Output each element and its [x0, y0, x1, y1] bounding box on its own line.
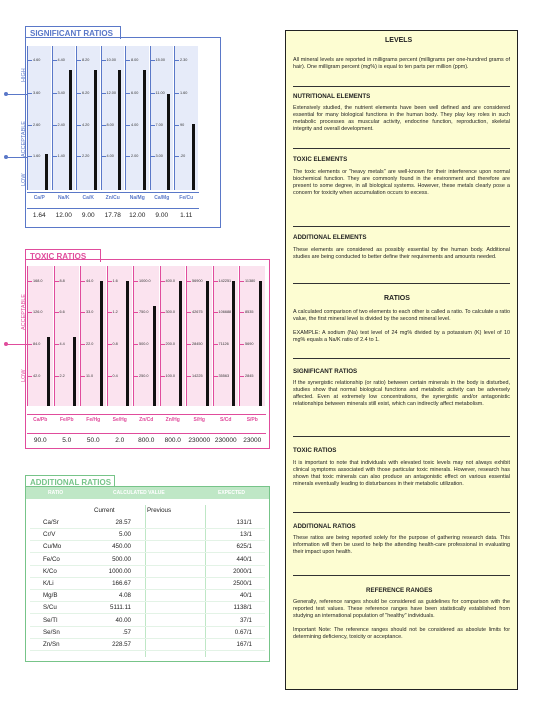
ratio-value: 230000 [188, 437, 211, 444]
ratio-name: Ca/P [33, 195, 45, 201]
tick-label: 6.6 [59, 310, 65, 314]
ratio-name: Cr/V [43, 531, 56, 539]
tick-label: 4.00 [131, 123, 139, 127]
tick-mark [108, 344, 112, 345]
row-rule [30, 528, 265, 529]
ratio-bar [179, 281, 182, 406]
ratio-bar [94, 70, 97, 190]
low-label: LOW [21, 173, 27, 186]
tick-label: 2.00 [131, 154, 139, 158]
tick-mark [240, 281, 244, 282]
tick-mark [55, 344, 59, 345]
tick-label: 4.20 [82, 123, 90, 127]
tick-label: 4.40 [57, 58, 65, 62]
tick-label: 56900 [192, 279, 203, 283]
ratio-name: Fe/Cu [179, 195, 194, 201]
ratio-bar [232, 281, 235, 406]
tick-mark [126, 93, 130, 94]
divider [293, 436, 510, 437]
ratio-name: Ca/Mg [154, 195, 170, 201]
sig-info-body: If the synergistic relationship (or ratio) between certain minerals in the body is disturbed, studies show that normal biological functions and metabolic activity can be adversely affected. Even at extremely low concentrations, the synergistic and/or antagonistic relationships between minerals still exist, which can indirectly affect metabolism. [293, 380, 510, 407]
marker-dot [4, 342, 8, 346]
header-rule [27, 192, 199, 193]
value-rule [27, 208, 199, 209]
tick-label: 4.60 [33, 58, 41, 62]
current-value: 166.67 [112, 580, 131, 587]
previous-subheader: Previous [147, 507, 172, 514]
expected-value: 37/1 [239, 616, 252, 624]
ratio-name: Zn/Cd [139, 417, 154, 423]
tick-mark [28, 312, 32, 313]
row-rule [30, 638, 265, 639]
ratio-bar [47, 337, 50, 406]
tick-label: 1.6 [112, 279, 118, 283]
current-value: 5.00 [118, 531, 131, 539]
tick-label: 6.20 [82, 91, 90, 95]
tick-mark [214, 281, 218, 282]
tick-label: 3.00 [155, 154, 163, 158]
ratio-value: 1.64 [32, 212, 46, 219]
ratio-value: 9.00 [155, 212, 169, 219]
ratio-name: Se/Sn [43, 628, 60, 636]
reference-ranges-body: Generally, reference ranges should be considered as guidelines for comparison with the reported test values. These reference ranges have been statistically established from studying an international population of "healthy" individuals. [293, 599, 510, 619]
header-rule [27, 414, 266, 415]
additional-ratios-info-title: ADDITIONAL RATIOS [293, 523, 356, 530]
tick-label: 5690 [245, 342, 254, 346]
tick-label: 35563 [218, 374, 230, 378]
tick-mark [187, 344, 191, 345]
tick-label: 106688 [218, 310, 232, 314]
ratio-bar [100, 281, 103, 406]
tick-label: 168.0 [33, 279, 43, 283]
current-value: .57 [122, 628, 131, 636]
ratio-value: 9.00 [81, 212, 95, 219]
tick-label: 2845 [245, 374, 254, 378]
tick-label: 300.0 [165, 310, 176, 314]
tick-mark [175, 60, 179, 61]
tick-mark [81, 376, 85, 377]
tick-mark [240, 344, 244, 345]
row-rule [30, 565, 265, 566]
tick-label: 14225 [192, 374, 203, 378]
toxic-ratios-info-title: TOXIC RATIOS [293, 447, 337, 454]
tick-label: 7.00 [155, 123, 163, 127]
tick-label: 2.40 [57, 123, 65, 127]
toxic-ratios-info-body: It is important to note that individuals with elevated toxic levels may not always exhibit clinical symptoms associated with those particular toxic minerals. However, research has shown that toxic minerals can also produce an antagonistic effect on various essential minerals eventually leading to disturbances in their metabolic utilization. [293, 460, 510, 487]
ratio-value: 800.0 [138, 437, 155, 444]
tick-mark [175, 125, 179, 126]
current-value: 450.00 [112, 543, 131, 551]
tick-mark [175, 156, 179, 157]
tick-mark [102, 60, 106, 61]
tick-label: 250.0 [139, 374, 149, 378]
divider [293, 283, 510, 284]
current-value: 228.57 [112, 641, 131, 648]
divider [293, 226, 510, 227]
current-value: 1000.00 [108, 567, 131, 575]
expected-value: 2000/1 [233, 567, 252, 575]
ratio-bar [45, 154, 48, 190]
expected-value: 2500/1 [233, 580, 252, 587]
ratio-name: S/Hg [193, 417, 205, 423]
expected-value: 131/1 [236, 519, 252, 526]
tick-mark [77, 60, 81, 61]
significant-ratios-title: SIGNIFICANT RATIOS [25, 26, 121, 39]
tick-mark [55, 376, 59, 377]
tick-mark [151, 93, 155, 94]
additional-ratios-info-body: These ratios are being reported solely for the purpose of gathering research data. This information will then be used to help the attending health-care professional in evaluating their impact upon health. [293, 535, 510, 555]
tick-label: 142251 [218, 279, 232, 283]
tick-label: 2.20 [82, 154, 90, 158]
ratio-bar [192, 124, 195, 190]
ratio-bar [143, 70, 146, 190]
tick-mark [151, 125, 155, 126]
tick-mark [126, 60, 130, 61]
tick-label: 11.0 [86, 374, 94, 378]
divider [293, 148, 510, 149]
tick-mark [240, 376, 244, 377]
tick-mark [102, 93, 106, 94]
tick-mark [28, 93, 32, 94]
expected-value: 167/1 [236, 641, 252, 648]
tick-mark [81, 344, 85, 345]
ratio-name: Ca/Sr [43, 519, 59, 526]
reference-ranges-title: REFERENCE RANGES [366, 587, 433, 594]
toxic-acceptable-label: ACCEPTABLE [21, 294, 27, 330]
tick-label: 4.00 [106, 154, 114, 158]
tick-mark [102, 156, 106, 157]
expected-value: 40/1 [239, 592, 252, 600]
tick-label: 8.00 [131, 58, 139, 62]
tick-label: 28450 [192, 342, 203, 346]
tick-mark [161, 281, 165, 282]
ratio-name: Zn/Sn [43, 641, 60, 648]
tick-mark [240, 312, 244, 313]
expected-value: 440/1 [236, 555, 252, 563]
tick-label: 33.0 [86, 310, 94, 314]
tick-label: 15.00 [155, 58, 166, 62]
expected-value: 0.67/1 [234, 628, 252, 636]
additional-elements-body: These elements are considered as possibly essential by the human body. Additional studies are being conducted to better define their requirements and amounts needed. [293, 247, 510, 260]
ratios-body: A calculated comparison of two elements to each other is called a ratio. To calculate a ratio value, the first mineral level is divided by the second mineral level. [293, 309, 510, 322]
ratio-name: S/Cd [220, 417, 232, 423]
tick-label: 10.00 [106, 58, 117, 62]
ratio-value: 23000 [243, 437, 262, 444]
additional-ratios-header [26, 487, 269, 499]
tick-label: 11380 [245, 279, 256, 283]
tick-mark [134, 312, 138, 313]
tick-mark [187, 376, 191, 377]
ratio-name: K/Co [43, 567, 57, 575]
row-rule [30, 577, 265, 578]
ratio-name: Na/K [58, 195, 70, 201]
tick-label: 42675 [192, 310, 203, 314]
expected-value: 625/1 [236, 543, 252, 551]
expected-value: 1138/1 [233, 604, 252, 612]
ratio-value: 2.0 [115, 437, 125, 444]
tick-label: 84.0 [33, 342, 41, 346]
tick-label: 4.4 [59, 342, 65, 346]
ratio-name: Fe/Hg [86, 417, 101, 423]
ratio-value: 90.0 [33, 437, 47, 444]
tick-label: 42.0 [33, 374, 41, 378]
tick-label: 90 [180, 123, 185, 127]
tick-label: 71126 [218, 342, 229, 346]
ratio-bar [126, 281, 129, 406]
ratio-bar [118, 70, 121, 190]
tick-mark [134, 376, 138, 377]
tick-mark [175, 93, 179, 94]
tick-label: 750.0 [139, 310, 149, 314]
toxic-ratios-title: TOXIC RATIOS [25, 249, 101, 262]
ratio-bar [73, 337, 76, 406]
tick-mark [187, 281, 191, 282]
additional-ratios-title: ADDITIONAL RATIOS [25, 475, 115, 488]
tick-mark [151, 156, 155, 157]
current-value: 4.08 [118, 592, 131, 600]
ratio-name: Zn/Hg [165, 417, 180, 423]
tick-mark [55, 281, 59, 282]
ratio-name: Mg/B [43, 592, 58, 600]
tick-label: 8.8 [59, 279, 65, 283]
ratio-name: Se/Hg [112, 417, 127, 423]
tick-label: 11.00 [155, 91, 165, 95]
tick-label: 2.30 [180, 58, 188, 62]
calculated-header: CALCULATED VALUE [113, 490, 165, 496]
tick-mark [126, 125, 130, 126]
tick-mark [28, 156, 32, 157]
ratio-bar [206, 281, 209, 406]
ratio-value: 1.11 [180, 212, 193, 219]
ratio-name: Cu/Mo [43, 543, 62, 551]
toxic-elements-title: TOXIC ELEMENTS [293, 156, 348, 163]
expected-header: EXPECTED [218, 490, 245, 496]
ratio-value: 230000 [214, 437, 237, 444]
tick-mark [108, 376, 112, 377]
divider [293, 512, 510, 513]
reference-ranges-note: Important Note: The reference ranges should not be considered as absolute limits for determining deficiency, toxicity or acceptance. [293, 627, 510, 640]
tick-mark [102, 125, 106, 126]
tick-mark [187, 312, 191, 313]
tick-label: 8.00 [106, 123, 114, 127]
tick-label: 3.40 [57, 91, 65, 95]
tick-label: 1.2 [112, 310, 118, 314]
tick-mark [28, 125, 32, 126]
tick-mark [28, 281, 32, 282]
row-rule [30, 613, 265, 614]
acceptable-label: ACCEPTABLE [21, 121, 27, 157]
tick-mark [53, 125, 57, 126]
tick-mark [214, 376, 218, 377]
tick-mark [126, 156, 130, 157]
tick-label: 1.60 [180, 91, 188, 95]
tick-label: 126.0 [33, 310, 43, 314]
tick-mark [151, 60, 155, 61]
tick-mark [77, 156, 81, 157]
ratio-bar [69, 70, 72, 190]
sig-info-title: SIGNIFICANT RATIOS [293, 368, 358, 375]
divider [293, 575, 510, 576]
levels-title: LEVELS [385, 37, 413, 44]
tick-label: 0.4 [112, 374, 118, 378]
current-value: 500.00 [112, 555, 131, 563]
ratio-name: Ca/K [82, 195, 94, 201]
tick-mark [214, 344, 218, 345]
tick-mark [55, 312, 59, 313]
ratio-name: Fe/Co [43, 555, 60, 563]
ratio-value: 12.00 [55, 212, 72, 219]
tick-label: 1.60 [33, 154, 41, 158]
ratio-value: 12.00 [129, 212, 146, 219]
tick-mark [134, 281, 138, 282]
tick-label: 2.60 [33, 123, 41, 127]
ratio-name: Ca/Pb [33, 417, 48, 423]
row-rule [30, 552, 265, 553]
row-rule [30, 601, 265, 602]
tick-mark [108, 281, 112, 282]
ratio-name: Zn/Cu [105, 195, 120, 201]
tick-label: 500.0 [139, 342, 149, 346]
tick-mark [108, 312, 112, 313]
divider [293, 358, 510, 359]
current-subheader: Current [94, 507, 115, 514]
tick-mark [28, 60, 32, 61]
tick-mark [53, 93, 57, 94]
toxic-low-label: LOW [21, 369, 27, 382]
value-rule [27, 433, 266, 434]
tick-label: 2.2 [59, 374, 65, 378]
tick-mark [161, 312, 165, 313]
tick-mark [81, 312, 85, 313]
ratio-value: 800.0 [164, 437, 181, 444]
ratio-name: K/Li [43, 580, 54, 587]
current-value: 40.00 [115, 616, 131, 624]
tick-label: 1000.0 [139, 279, 151, 283]
ratio-name: Na/Mg [129, 195, 145, 201]
tick-label: 6.00 [131, 91, 139, 95]
marker-dot [4, 155, 8, 159]
tick-mark [161, 344, 165, 345]
tick-label: 200.0 [165, 342, 176, 346]
tick-mark [81, 281, 85, 282]
toxic-elements-body: The toxic elements or "heavy metals" are well-known for their interference upon normal biochemical function. They are commonly found in the environment and therefore are present to some degree, in all biological systems. However, these metals clearly pose a concern for toxicity when accumulation occurs to excess. [293, 169, 510, 196]
ratio-name: S/Pb [246, 417, 258, 423]
tick-label: 0.8 [112, 342, 118, 346]
ratios-example: EXAMPLE: A sodium (Na) test level of 24 mg% divided by a potassium (K) level of 10 mg% equals a Na/K ratio of 2.4 to 1. [293, 330, 510, 343]
current-value: 5111.11 [110, 604, 131, 612]
nutritional-title: NUTRITIONAL ELEMENTS [293, 93, 371, 100]
tick-mark [134, 344, 138, 345]
tick-mark [53, 156, 57, 157]
row-rule [30, 626, 265, 627]
tick-label: 100.0 [165, 374, 176, 378]
ratio-value: 17.78 [104, 212, 121, 219]
tick-mark [28, 344, 32, 345]
ratio-value: 50.0 [86, 437, 100, 444]
ratio-bar [259, 281, 262, 406]
ratios-title: RATIOS [384, 295, 410, 302]
tick-mark [77, 93, 81, 94]
ratio-name: Fe/Pb [59, 417, 74, 423]
tick-label: .20 [180, 154, 186, 158]
tick-label: 3.60 [33, 91, 41, 95]
marker-dot [4, 92, 8, 96]
tick-label: 22.0 [86, 342, 94, 346]
nutritional-body: Extensively studied, the nutrient elements have been well defined and are considered essential for many biological functions in the human body. They play key roles in such metabolic processes as muscular activity, endocrine function, reproduction, skeletal integrity and overall development. [293, 105, 510, 132]
ratio-header: RATIO [48, 490, 64, 496]
tick-label: 1.40 [57, 154, 65, 158]
ratio-name: S/Cu [43, 604, 57, 612]
current-value: 28.57 [115, 519, 131, 526]
tick-mark [161, 376, 165, 377]
tick-label: 44.0 [86, 279, 94, 283]
tick-label: 400.0 [165, 279, 176, 283]
additional-elements-title: ADDITIONAL ELEMENTS [293, 234, 367, 241]
ratio-name: Se/Tl [43, 616, 58, 624]
tick-label: 8.20 [82, 58, 90, 62]
row-rule [30, 650, 265, 651]
row-rule [30, 540, 265, 541]
tick-mark [214, 312, 218, 313]
ratio-bar [167, 94, 170, 190]
ratio-bar [153, 306, 156, 406]
tick-mark [77, 125, 81, 126]
tick-mark [28, 376, 32, 377]
high-label: HIGH [21, 68, 27, 82]
expected-value: 13/1 [239, 531, 252, 539]
row-rule [30, 589, 265, 590]
divider [293, 86, 510, 87]
tick-label: 12.00 [106, 91, 117, 95]
ratio-value: 5.0 [62, 437, 72, 444]
levels-body: All mineral levels are reported in milligrams percent (milligrams per one-hundred grams of hair). One milligram percent (mg%) is equal to ten parts per million (ppm). [293, 57, 510, 70]
tick-mark [53, 60, 57, 61]
tick-label: 8535 [245, 310, 254, 314]
